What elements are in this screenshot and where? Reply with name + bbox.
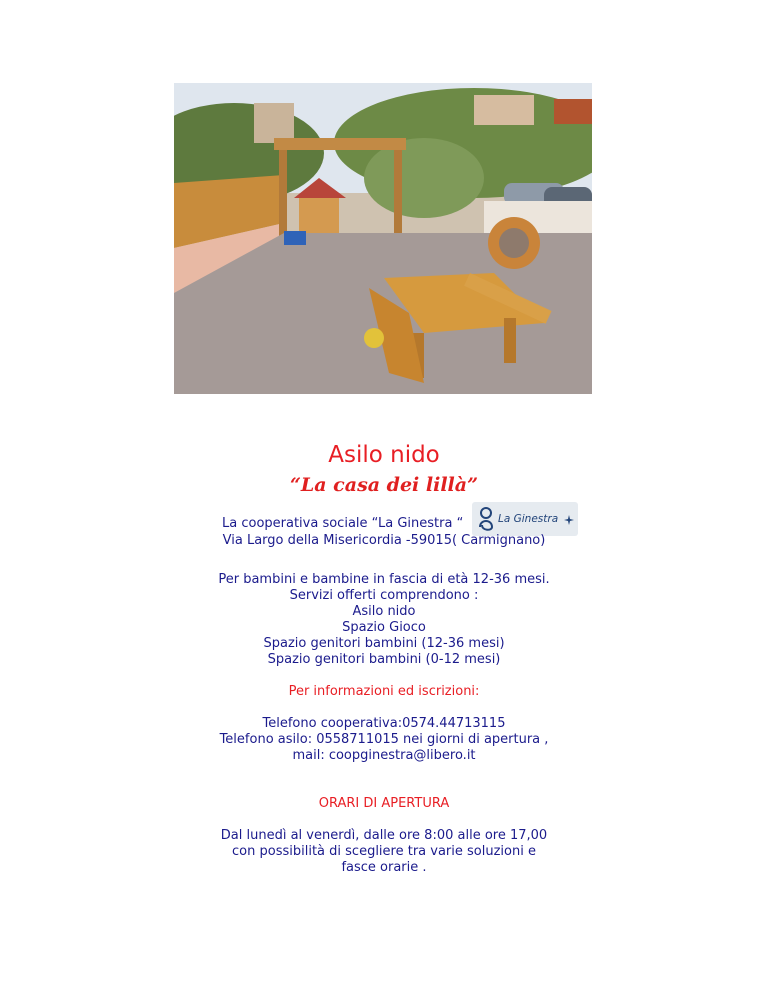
service-item: Spazio genitori bambini (12-36 mesi): [263, 636, 505, 651]
hours-line: fasce orarie .: [341, 860, 427, 875]
logo-text: La Ginestra: [498, 513, 559, 525]
hours-heading: ORARI DI APERTURA: [318, 796, 450, 811]
info-heading: Per informazioni ed iscrizioni:: [288, 684, 480, 699]
kindergarten-terrace-photo: [174, 83, 592, 394]
page-title: Asilo nido: [328, 442, 440, 468]
phone-asilo: Telefono asilo: 0558711015 nei giorni di apertura ,: [219, 732, 549, 747]
logo-star-icon: [564, 515, 574, 525]
coop-address: Via Largo della Misericordia -59015( Carmignano): [222, 533, 546, 548]
service-item: Asilo nido: [352, 604, 416, 619]
coop-name: La cooperativa sociale “La Ginestra “: [222, 516, 464, 531]
services-heading: Servizi offerti comprendono :: [289, 588, 479, 603]
service-item: Spazio Gioco: [342, 620, 426, 635]
contact-email: mail: coopginestra@libero.it: [292, 748, 476, 763]
page-subtitle: “La casa dei lillà”: [289, 474, 479, 496]
hours-line: Dal lunedì al venerdì, dalle ore 8:00 alle ore 17,00: [220, 828, 548, 843]
service-item: Spazio genitori bambini (0-12 mesi): [267, 652, 501, 667]
la-ginestra-logo: [472, 502, 578, 536]
services-intro: Per bambini e bambine in fascia di età 12-36 mesi.: [218, 572, 550, 587]
phone-cooperative: Telefono cooperativa:0574.44713115: [262, 716, 506, 731]
hours-line: con possibilità di scegliere tra varie soluzioni e: [232, 844, 536, 859]
